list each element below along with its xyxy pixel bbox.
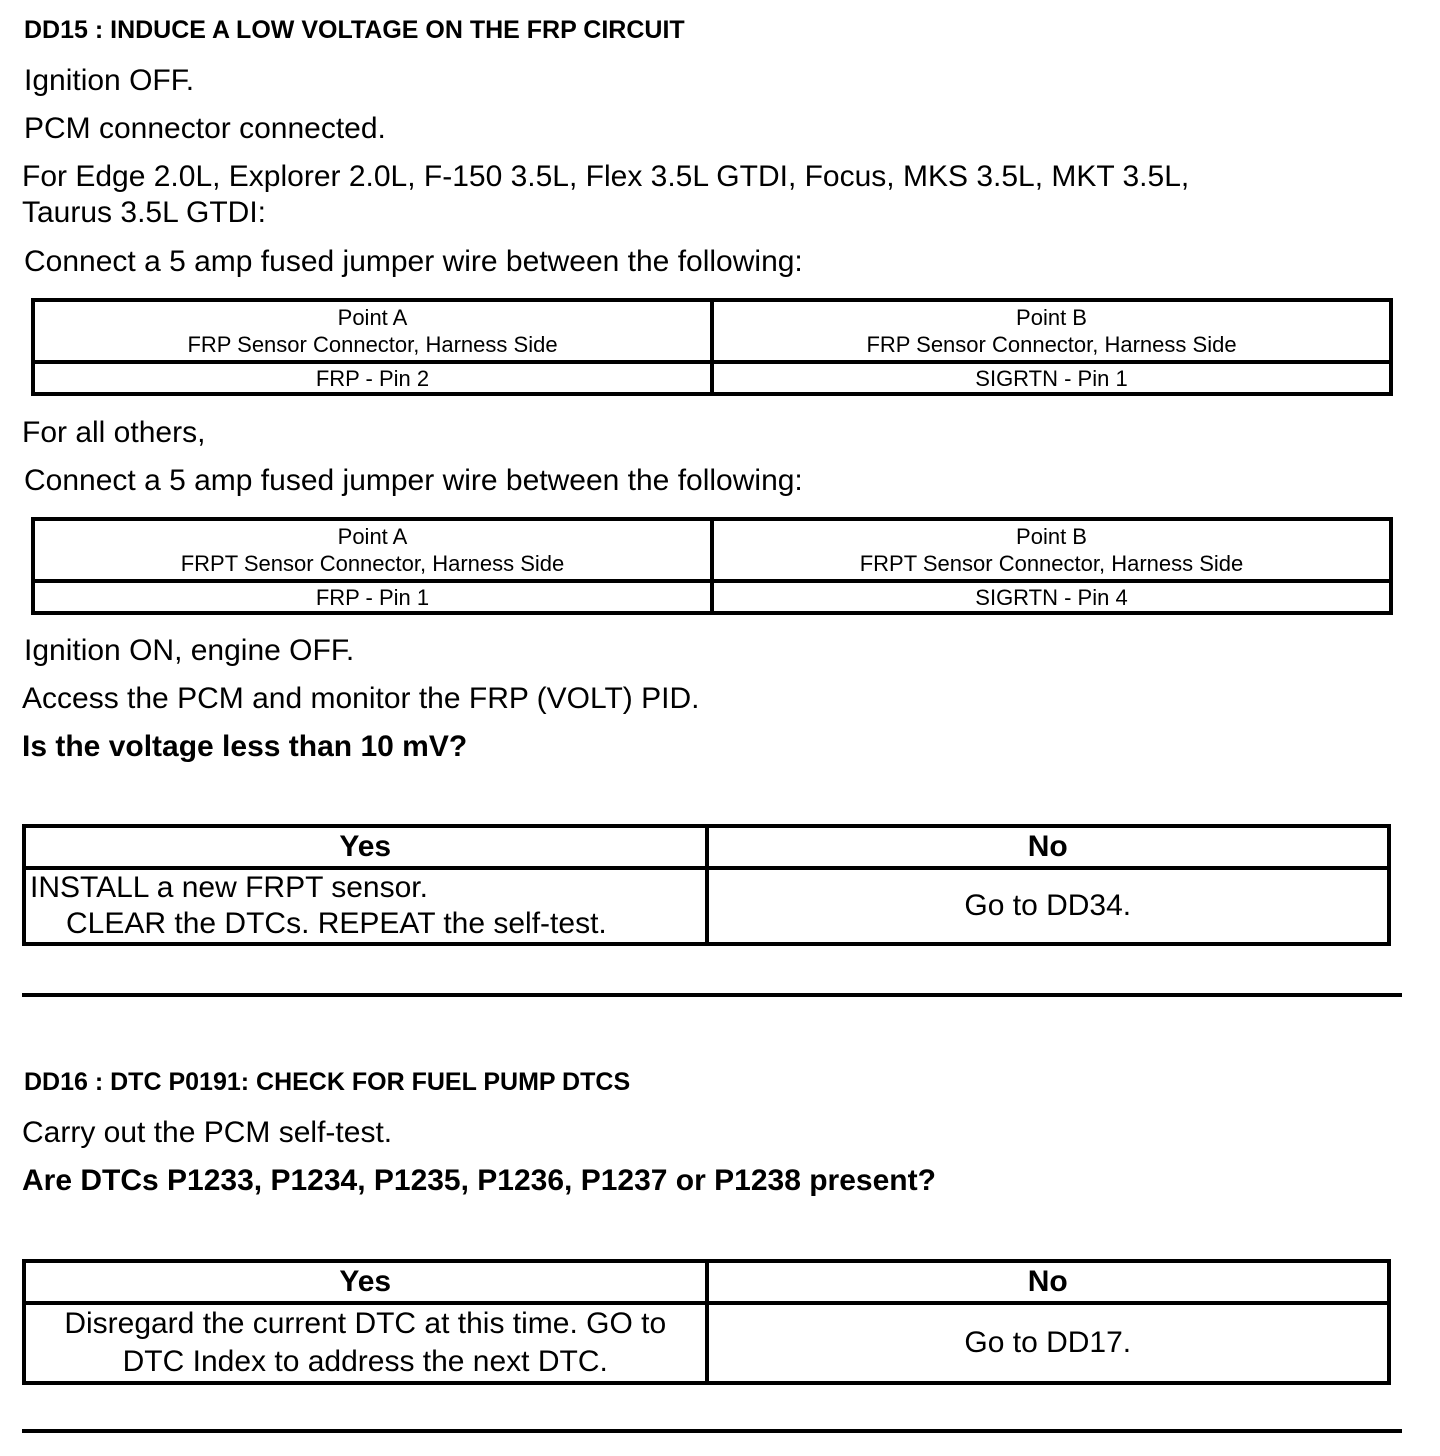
table2-point-b-pin: SIGRTN - Pin 4 — [712, 581, 1391, 613]
dd16-yes-header: Yes — [24, 1261, 707, 1303]
section-divider-2 — [22, 1429, 1402, 1433]
dd15-step-pcm-connected: PCM connector connected. — [24, 112, 386, 145]
dd16-no-header: No — [707, 1261, 1390, 1303]
dd15-answer-table — [22, 824, 1391, 946]
table2-point-a-header: Point A FRPT Sensor Connector, Harness Side — [33, 519, 712, 581]
dd15-step-ignition-on: Ignition ON, engine OFF. — [24, 634, 355, 667]
dd16-question: Are DTCs P1233, P1234, P1235, P1236, P1237 or P1238 present? — [22, 1164, 936, 1197]
section-divider-1 — [22, 993, 1402, 997]
dd16-answer-table — [22, 1259, 1391, 1385]
dd16-yes-action: Disregard the current DTC at this time. GO to DTC Index to address the next DTC. — [24, 1303, 707, 1383]
dd15-step-ignition-off: Ignition OFF. — [24, 64, 195, 97]
dd15-no-action: Go to DD34. — [707, 868, 1390, 944]
dd15-jumper-table-2 — [31, 517, 1393, 615]
dd15-jumper-table-1 — [31, 298, 1393, 396]
dd15-yes-header: Yes — [24, 826, 707, 868]
dd15-question: Is the voltage less than 10 mV? — [22, 730, 468, 763]
dd15-yes-action: INSTALL a new FRPT sensor. CLEAR the DTCs. REPEAT the self-test. — [24, 868, 707, 944]
dd16-heading: DD16 : DTC P0191: CHECK FOR FUEL PUMP DTCS — [24, 1068, 631, 1096]
table1-point-b-pin: SIGRTN - Pin 1 — [712, 362, 1391, 394]
dd15-vehicle-list-line2: Taurus 3.5L GTDI: — [22, 196, 266, 229]
table1-point-a-pin: FRP - Pin 2 — [33, 362, 712, 394]
dd15-no-header: No — [707, 826, 1390, 868]
dd15-for-all-others: For all others, — [22, 416, 206, 449]
dd15-heading: DD15 : INDUCE A LOW VOLTAGE ON THE FRP CIRCUIT — [24, 16, 685, 44]
dd15-connect-instruction-1: Connect a 5 amp fused jumper wire between the following: — [24, 245, 803, 278]
dd16-step-self-test: Carry out the PCM self-test. — [22, 1116, 393, 1149]
table1-point-b-header: Point B FRP Sensor Connector, Harness Side — [712, 300, 1391, 362]
table2-point-a-pin: FRP - Pin 1 — [33, 581, 712, 613]
dd15-vehicle-list-line1: For Edge 2.0L, Explorer 2.0L, F-150 3.5L, Flex 3.5L GTDI, Focus, MKS 3.5L, MKT 3.5L, — [22, 160, 1190, 193]
dd15-connect-instruction-2: Connect a 5 amp fused jumper wire between the following: — [24, 464, 803, 497]
table2-point-b-header: Point B FRPT Sensor Connector, Harness Side — [712, 519, 1391, 581]
table1-point-a-header: Point A FRP Sensor Connector, Harness Side — [33, 300, 712, 362]
dd16-no-action: Go to DD17. — [707, 1303, 1390, 1383]
dd15-step-monitor-pid: Access the PCM and monitor the FRP (VOLT) PID. — [22, 682, 700, 715]
